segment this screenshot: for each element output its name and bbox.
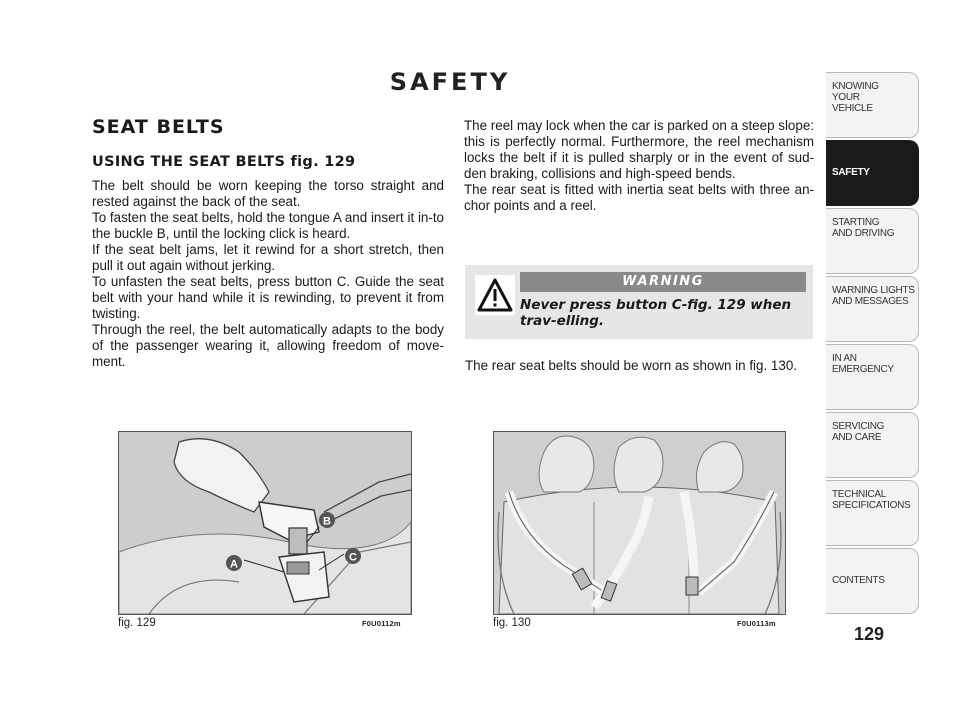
sidebar-tab-servicing[interactable]: SERVICING AND CARE: [826, 412, 919, 478]
sidebar-tab-safety[interactable]: SAFETY: [826, 140, 919, 206]
rear-belt-note: The rear seat belts should be worn as shown in fig. 130.: [465, 358, 797, 373]
body-paragraph: To unfasten the seat belts, press button C. Guide the seat belt with your hand while it is rewinding, to prevent it from twisting.: [92, 274, 444, 321]
sidebar-tab-emergency[interactable]: IN AN EMERGENCY: [826, 344, 919, 410]
figure-129-illustration: [118, 431, 412, 615]
figure-130-caption: fig. 130: [493, 617, 531, 629]
warning-heading: WARNING: [520, 272, 806, 292]
page-number: 129: [853, 624, 885, 644]
subsection-title: USING THE SEAT BELTS fig. 129: [92, 154, 356, 170]
body-paragraph: The rear seat is fitted with inertia seat belts with three an-chor points and a reel.: [464, 182, 814, 213]
figure-129-code: F0U0112m: [362, 619, 401, 628]
warning-triangle-icon: [475, 275, 515, 315]
figure-130-illustration: [493, 431, 786, 615]
figure-129-caption: fig. 129: [118, 617, 156, 629]
page-header-title: SAFETY: [389, 68, 511, 96]
warning-text: Never press button C-fig. 129 when trav-elling.: [520, 297, 792, 329]
figure-130-code: F0U0113m: [737, 619, 776, 628]
body-paragraph: If the seat belt jams, let it rewind for a short stretch, then pull it out again without jerking.: [92, 242, 444, 273]
section-title: SEAT BELTS: [92, 116, 225, 138]
right-column: [464, 118, 814, 214]
callout-a: A: [230, 558, 238, 571]
body-paragraph: The belt should be worn keeping the torso straight and rested against the back of the seat.: [92, 178, 444, 209]
sidebar-tab-technical-specifications[interactable]: TECHNICAL SPECIFICATIONS: [826, 480, 919, 546]
callout-b: B: [323, 515, 331, 528]
body-paragraph: The reel may lock when the car is parked on a steep slope: this is perfectly normal. Furthermore, the reel mechanism locks the belt if it is pulled sharply or in the event of sud-den braking, collisions and high-speed bends.: [464, 118, 814, 181]
left-column: [92, 116, 444, 370]
sidebar-tab-contents[interactable]: CONTENTS: [826, 548, 919, 614]
body-paragraph: To fasten the seat belts, hold the tongue A and insert it in-to the buckle B, until the locking click is heard.: [92, 210, 444, 241]
callout-c: C: [349, 551, 357, 564]
sidebar-tab-starting-and-driving[interactable]: STARTING AND DRIVING: [826, 208, 919, 274]
sidebar-tab-warning-lights[interactable]: WARNING LIGHTS AND MESSAGES: [826, 276, 919, 342]
sidebar-tab-knowing-your-vehicle[interactable]: KNOWING YOUR VEHICLE: [826, 72, 919, 138]
body-paragraph: Through the reel, the belt automatically adapts to the body of the passenger wearing it, allowing freedom of move-ment.: [92, 322, 444, 369]
